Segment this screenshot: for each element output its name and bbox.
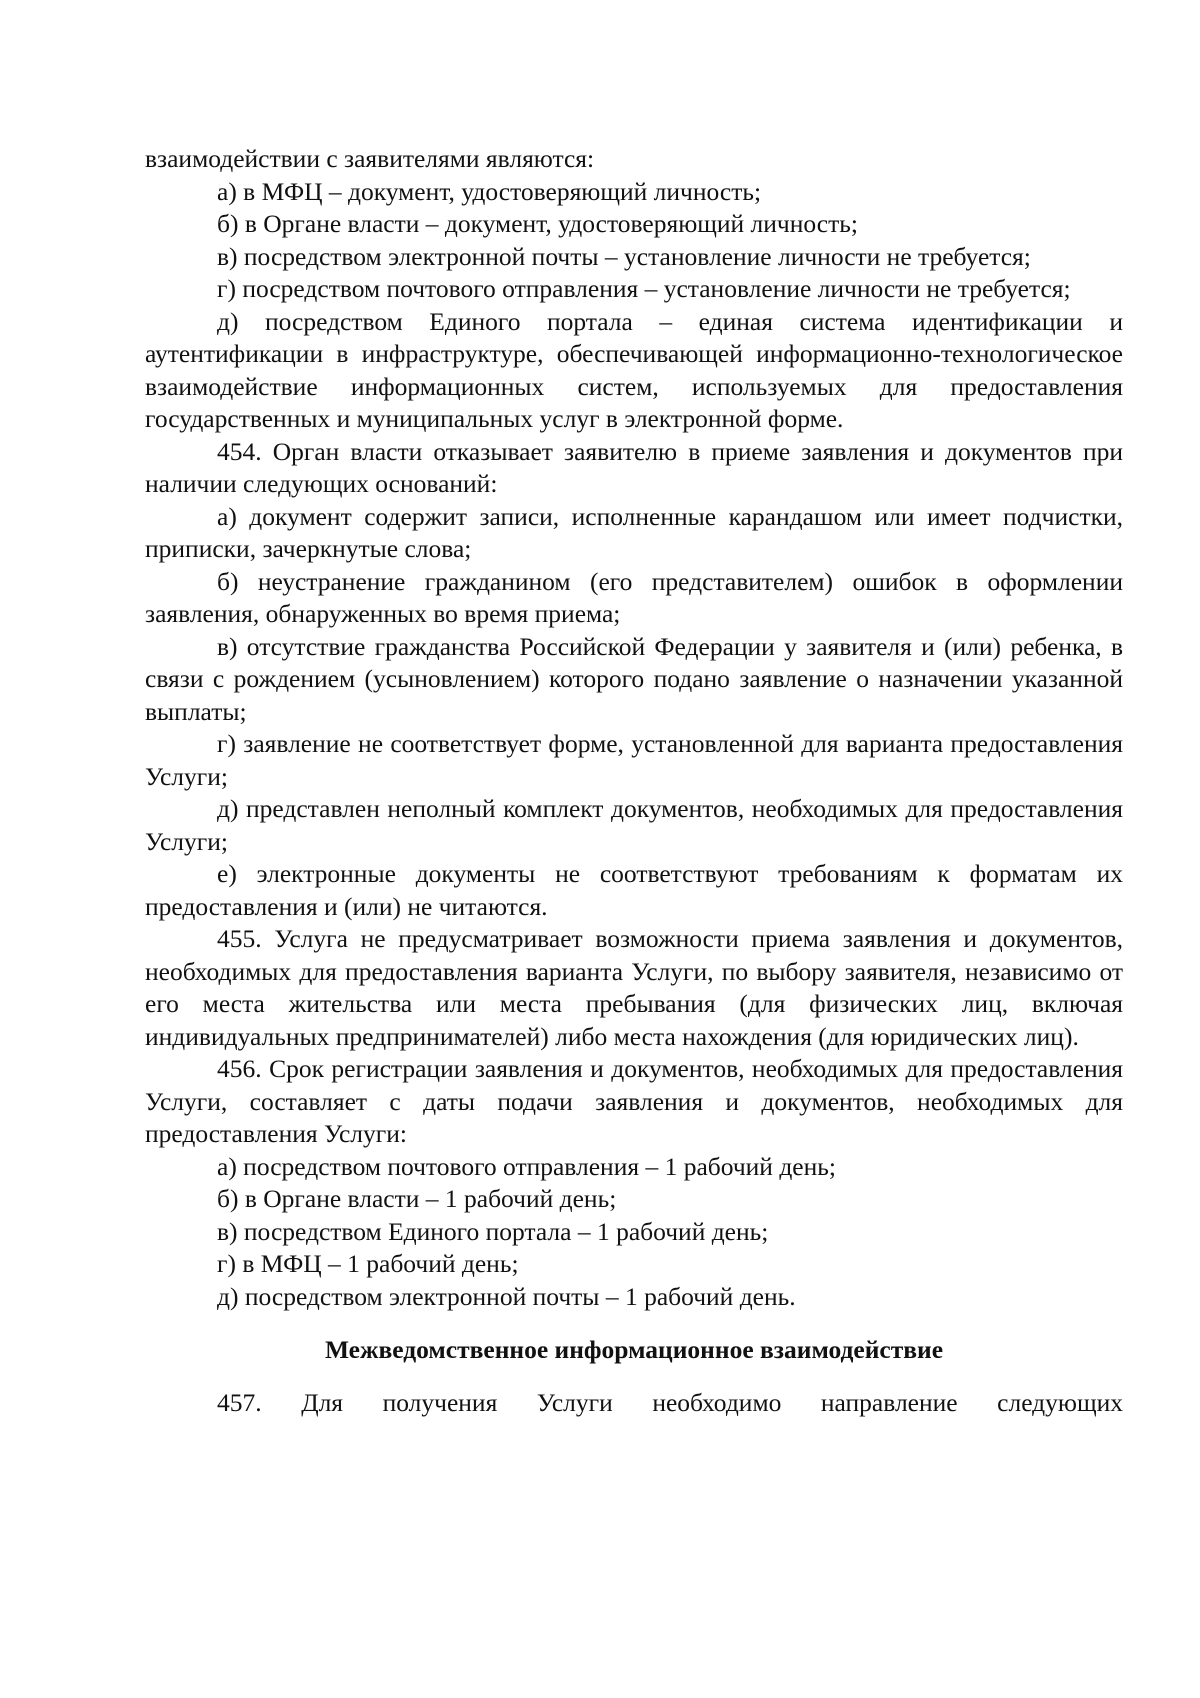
paragraph-457: 457. Для получения Услуги необходимо направление следующих [217, 1387, 1123, 1417]
list-item-454-v: в) отсутствие гражданства Российской Федерации у заявителя и (или) ребенка, в связи с рождением (усыновлением) которого подано заявление о назначении указанной выплаты; [145, 631, 1123, 726]
list-item-454-d: д) представлен неполный комплект документов, необходимых для предоставления Услуги; [145, 794, 1123, 856]
paragraph-continuation: взаимодействии с заявителями являются: [145, 144, 595, 173]
list-item-456-v: в) посредством Единого портала – 1 рабочий день; [217, 1216, 769, 1246]
list-item-454-g: г) заявление не соответствует форме, установленной для варианта предоставления Услуги; [145, 729, 1123, 791]
paragraph-456: 456. Срок регистрации заявления и документов, необходимых для предоставления Услуги, составляет с даты подачи заявления и документов, необходимых для предоставления Услуги: [145, 1054, 1123, 1148]
list-item-456-d: д) посредством электронной почты – 1 рабочий день. [217, 1281, 796, 1311]
list-item-456-b: б) в Органе власти – 1 рабочий день; [217, 1184, 617, 1213]
document-body [145, 143, 1123, 1419]
paragraph-455: 455. Услуга не предусматривает возможности приема заявления и документов, необходимых для предоставления варианта Услуги, по выбору заявителя, независимо от его места жительства или места пребывания (для физических лиц, включая индивидуальных предпринимателей) либо места нахождения (для юридических лиц). [145, 924, 1123, 1051]
list-item-454-b: б) неустранение гражданином (его представителем) ошибок в оформлении заявления, обнаруженных во время приема; [145, 566, 1123, 628]
list-item-g-post: г) посредством почтового отправления – установление личности не требуется; [217, 274, 1071, 303]
list-item-456-a: а) посредством почтового отправления – 1 рабочий день; [217, 1151, 836, 1181]
list-item-456-g: г) в МФЦ – 1 рабочий день; [217, 1249, 519, 1278]
paragraph-454: 454. Орган власти отказывает заявителю в приеме заявления и документов при наличии следующих оснований: [145, 436, 1123, 498]
list-item-d-portal: д) посредством Единого портала – единая система идентификации и аутентификации в инфраструктуре, обеспечивающей информационно-технологическое взаимодействие информационных систем, используемых для предоставления государственных и муниципальных услуг в электронной форме. [145, 306, 1123, 433]
list-item-v-email: в) посредством электронной почты – установление личности не требуется; [217, 241, 1031, 271]
section-heading: Межведомственное информационное взаимодействие [324, 1335, 944, 1364]
list-item-454-e: е) электронные документы не соответствуют требованиям к форматам их предоставления и (или) не читаются. [145, 859, 1123, 921]
list-item-a-mfc: а) в МФЦ – документ, удостоверяющий личность; [217, 176, 762, 206]
list-item-b-organ: б) в Органе власти – документ, удостоверяющий личность; [217, 209, 858, 238]
list-item-454-a: а) документ содержит записи, исполненные карандашом или имеет подчистки, приписки, зачеркнутые слова; [145, 501, 1123, 563]
